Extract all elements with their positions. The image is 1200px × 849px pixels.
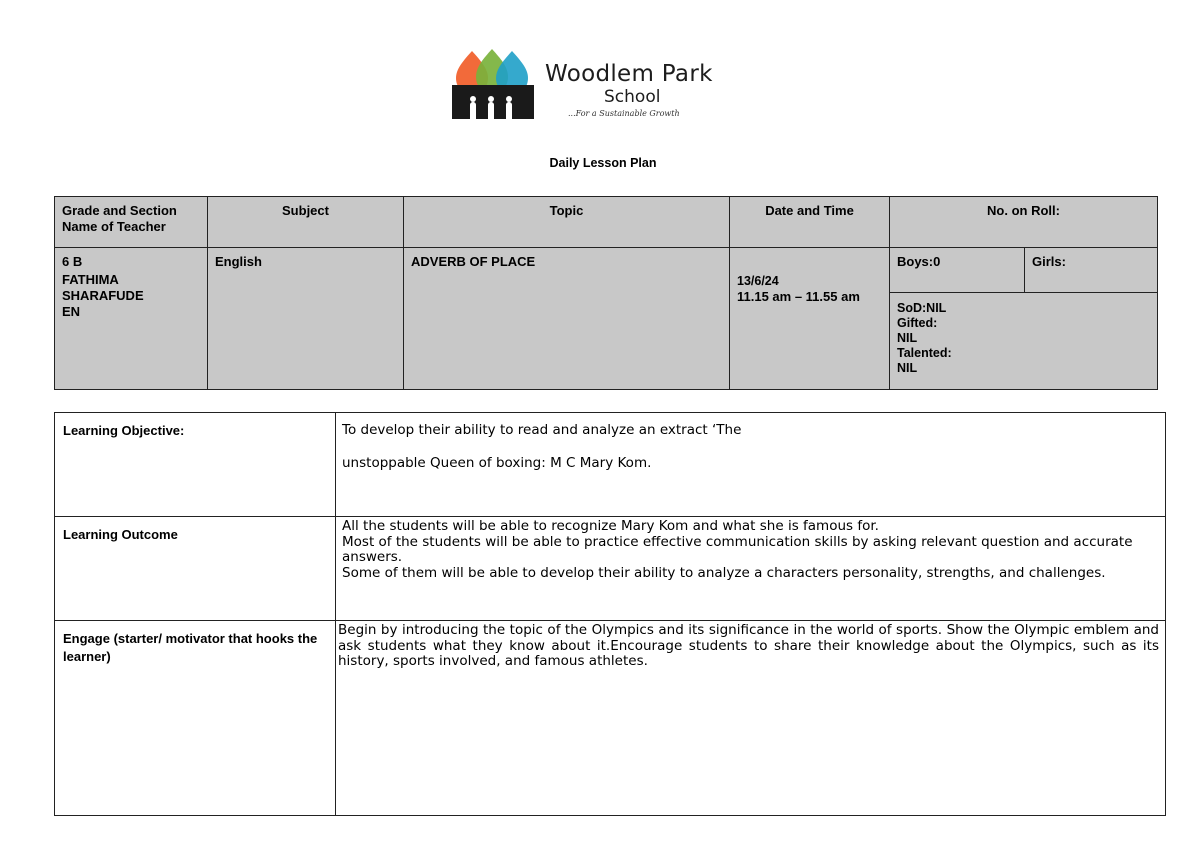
learning-objective-value: [336, 413, 1166, 517]
logo-school-name: Woodlem Park: [545, 61, 713, 87]
outcome-all: All the students will be able to recognize Mary Kom and what she is famous for.: [342, 518, 879, 534]
teacher-name: FATHIMA SHARAFUDE EN: [62, 272, 144, 319]
lesson-plan-table: [54, 412, 1166, 816]
cell-date-time: [730, 248, 890, 390]
objective-line-1: To develop their ability to read and analyze an extract ‘The: [342, 422, 742, 438]
school-building-icon: [450, 47, 540, 121]
lesson-header-table: [54, 196, 1158, 390]
page-title: Daily Lesson Plan: [549, 156, 657, 170]
header-values-row: [55, 248, 1158, 293]
engage-value: Begin by introducing the topic of the Olympics and its significance in the world of sports. Show the Olympic emblem and ask students what they know about it.Encourage students to share their knowledge about the Olympics, such as its history, sports involved, and famous athletes.: [336, 621, 1166, 816]
objective-line-2: unstoppable Queen of boxing: M C Mary Kom.: [342, 454, 652, 471]
gifted-value: NIL: [897, 331, 918, 345]
lesson-time: 11.15 am – 11.55 am: [737, 289, 860, 304]
learning-outcome-label: Learning Outcome: [55, 517, 336, 621]
engage-label: Engage (starter/ motivator that hooks the learner): [55, 621, 336, 816]
cell-grade-teacher: [55, 248, 208, 390]
col-subject: Subject: [208, 197, 404, 248]
outcome-some: Some of them will be able to develop their ability to analyze a characters personality, strengths, and challenges.: [342, 564, 1106, 581]
grade-section: 6 B: [62, 254, 83, 269]
cell-subject: English: [208, 248, 404, 390]
sod-label: SoD:NIL: [897, 301, 947, 315]
gifted-label: Gifted:: [897, 316, 938, 330]
cell-special-needs: [890, 293, 1158, 390]
cell-girls: Girls:: [1025, 248, 1158, 293]
cell-topic: ADVERB OF PLACE: [404, 248, 730, 390]
engage-row: [55, 621, 1166, 816]
col-topic: Topic: [404, 197, 730, 248]
logo-tagline: ...For a Sustainable Growth: [568, 109, 680, 118]
col-no-on-roll: No. on Roll:: [890, 197, 1158, 248]
talented-value: NIL: [897, 361, 918, 375]
school-logo: [450, 47, 760, 127]
cell-boys: Boys:0: [890, 248, 1025, 293]
talented-label: Talented:: [897, 346, 952, 360]
objective-row: [55, 413, 1166, 517]
col-date-time: Date and Time: [730, 197, 890, 248]
header-row: [55, 197, 1158, 248]
outcome-most: Most of the students will be able to practice effective communication skills by asking relevant question and accurate answers.: [342, 533, 1133, 565]
col-grade-teacher: Grade and Section Name of Teacher: [55, 197, 208, 248]
outcome-row: [55, 517, 1166, 621]
learning-objective-label: Learning Objective:: [55, 413, 336, 517]
lesson-date: 13/6/24: [737, 274, 779, 288]
learning-outcome-value: [336, 517, 1166, 621]
logo-school-sub: School: [604, 87, 661, 107]
